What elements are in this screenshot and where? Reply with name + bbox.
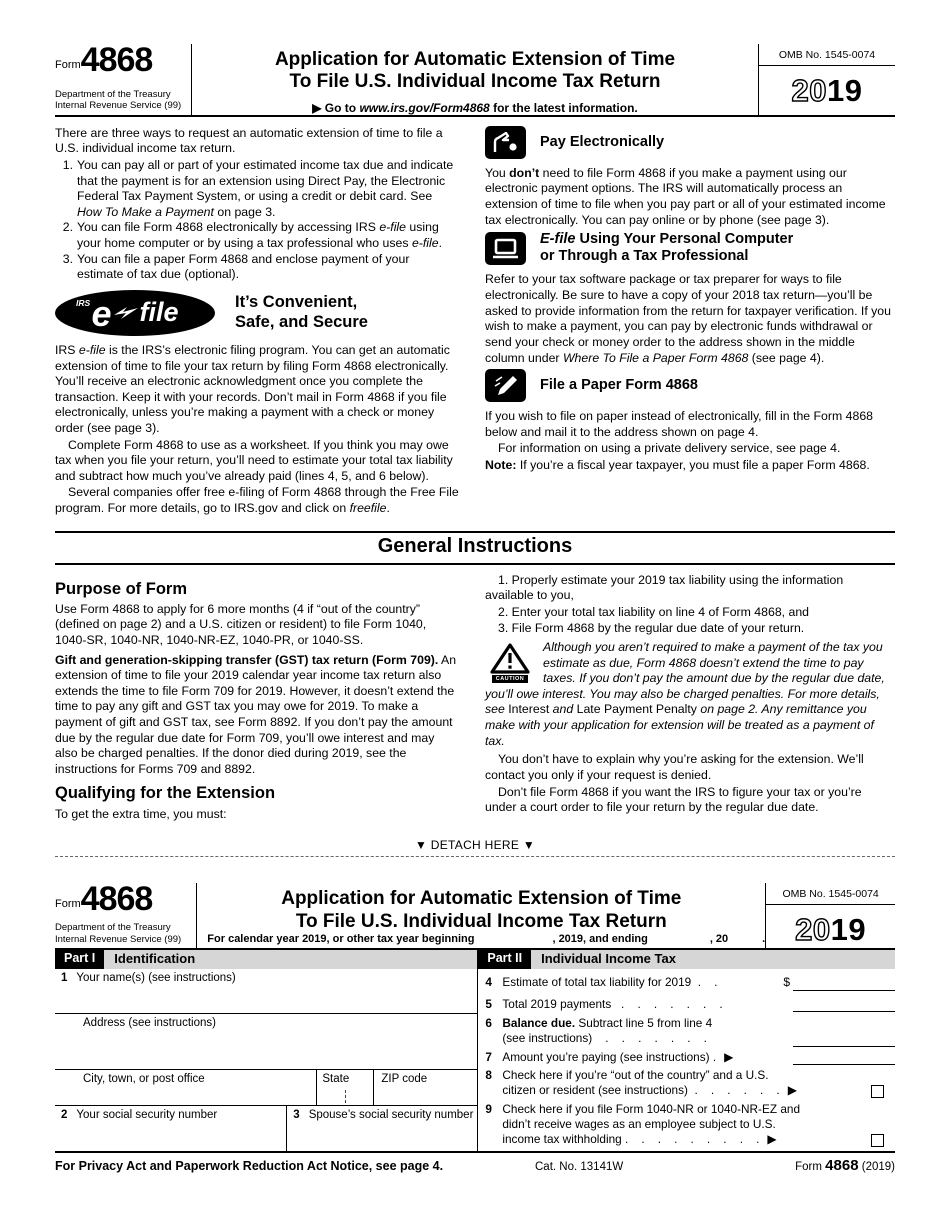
dollar-sign: $: [783, 975, 790, 990]
line-9: 9 Check here if you file Form 1040-NR or 1040-NR-EZ and didn’t receive wages as an employee subject to U.S. income tax withholding . . . . . . . . . ▶: [485, 1102, 895, 1148]
step-3: 3. File Form 4868 by the regular due date of your return.: [498, 621, 805, 636]
tax-year: 2019: [791, 73, 863, 108]
zip-field[interactable]: ZIP code: [373, 1070, 477, 1105]
purpose-heading: Purpose of Form: [55, 579, 188, 598]
line-7: 7 Amount you’re paying (see instructions) . ▶: [485, 1050, 895, 1065]
tax-year-beginning-field[interactable]: [474, 933, 552, 945]
omb-year-block: [758, 44, 895, 115]
line-5: 5 Total 2019 payments . . . . . . .: [485, 997, 895, 1012]
efile-computer-heading: E-file Using Your Personal Computer or Through a Tax Professional: [485, 231, 895, 265]
caution-triangle-icon: CAUTION: [487, 643, 533, 683]
line-9-checkbox[interactable]: [871, 1134, 884, 1147]
step-2: 2. Enter your total tax liability on line 4 of Form 4868, and: [498, 604, 810, 619]
pencil-icon: [485, 369, 526, 402]
bottom-form-number-block: Form 4868 Department of the Treasury Internal Revenue Service (99): [55, 883, 197, 948]
line-8: 8 Check here if you’re “out of the country” and a U.S. citizen or resident (see instructions) . . . . . . ▶: [485, 1068, 895, 1099]
general-instructions-heading: General Instructions: [55, 531, 895, 565]
omb-number: OMB No. 1545-0074: [766, 883, 895, 905]
name-field[interactable]: 1 Your name(s) (see instructions): [55, 969, 477, 1014]
form-4868-detachable: [55, 880, 895, 1153]
tax-year-ending-field[interactable]: [648, 933, 710, 945]
efile-slogan: It’s Convenient, Safe, and Secure: [235, 293, 368, 331]
state-field[interactable]: State: [316, 1070, 373, 1105]
top-form-header: [55, 41, 895, 117]
lightning-icon: [114, 306, 138, 320]
goto-line: ▶ Go to www.irs.gov/Form4868 for the latest information.: [312, 100, 638, 115]
spouse-ssn-field[interactable]: 3 Spouse’s social security number: [293, 1109, 474, 1122]
form-word: Form: [55, 58, 81, 71]
irs-efile-logo: IRS e file: [55, 290, 215, 336]
paper-paragraph-1: If you wish to file on paper instead of electronically, fill in the Form 4868 below and mail it to the address shown on page 4.: [485, 409, 874, 439]
catalog-number: Cat. No. 13141W: [535, 1160, 624, 1173]
efile-paragraph-1: IRS e-file is the IRS’s electronic filing program. You can get an automatic extension of time to file your tax return by filing Form 4868 electronically. You’ll receive an electronic acknowledgment once you complete the transaction. Keep it with your records. Don’t mail in Form 4868 if you file electronically, unless you’re making a payment with a check or money order (see page 3).: [55, 342, 450, 435]
right-column: [485, 126, 895, 518]
line-7-amount-field[interactable]: [793, 1050, 895, 1065]
form-title: Application for Automatic Extension of Time To File U.S. Individual Income Tax Return: [274, 49, 676, 93]
form-number-block: [55, 41, 192, 115]
bottom-form-title: Application for Automatic Extension of Time To File U.S. Individual Income Tax Return: [281, 888, 682, 932]
list-item-3: 3. You can file a paper Form 4868 and enclose payment of your estimate of tax due (optional).: [62, 251, 410, 282]
part1-bar: Part I Identification: [55, 950, 478, 969]
efile-logo-row: [55, 290, 459, 336]
after-paragraph-1: You don’t have to explain why you’re asking for the extension. We’ll contact you only if your request is denied.: [485, 752, 864, 782]
line-4: 4 Estimate of total tax liability for 2019 . . $: [485, 975, 895, 991]
bottom-form-title-block: [197, 883, 765, 948]
line-6-amount-field[interactable]: [793, 1032, 895, 1047]
after-paragraph-2: Don’t file Form 4868 if you want the IRS to figure your tax or you’re under a court order to file your return by the regular due date.: [485, 784, 862, 815]
dept-line2: Internal Revenue Service (99): [55, 100, 182, 112]
calendar-year-line: For calendar year 2019, or other tax year beginning , 2019, and ending , 20 .: [207, 933, 766, 946]
gi-right-column: [485, 573, 895, 824]
part2-individual-income-tax: [478, 969, 895, 1151]
caution-block: [485, 640, 895, 750]
list-item-2: 2. You can file Form 4868 electronically by accessing IRS e-file using your home computer or by using a tax professional who uses e-file.: [62, 220, 443, 251]
privacy-act-notice: For Privacy Act and Paperwork Reduction Act Notice, see page 4.: [55, 1158, 444, 1173]
left-column: [55, 126, 459, 518]
paper-form-heading: File a Paper Form 4868: [485, 369, 895, 402]
part1-identification: [55, 969, 478, 1151]
page-footer: [55, 1157, 895, 1174]
pay-electronically-heading: Pay Electronically: [485, 126, 895, 159]
bottom-omb-year-block: [765, 883, 895, 948]
intro-paragraph: There are three ways to request an automatic extension of time to file a U.S. individual income tax return.: [55, 125, 443, 156]
qualifying-heading: Qualifying for the Extension: [55, 784, 276, 803]
part2-bar: Part II Individual Income Tax: [478, 950, 895, 969]
omb-number: OMB No. 1545-0074: [759, 44, 895, 66]
dept-line1: Department of the Treasury: [55, 89, 171, 101]
your-ssn-field[interactable]: 2 Your social security number: [55, 1106, 287, 1151]
fiscal-year-note: Note: If you’re a fiscal year taxpayer, you must file a paper Form 4868.: [485, 457, 870, 472]
line-6: 6 Balance due. Subtract line 5 from line 4 (see instructions) . . . . . . .: [485, 1016, 895, 1047]
efile-paragraph-2: Complete Form 4868 to use as a worksheet. If you think you may owe tax when you file your return, you’ll need to estimate your total tax liability and subtract how much you’ve already paid (lines 4, 5, and 6 below).: [55, 437, 453, 483]
arrow-icon: ▶: [767, 1132, 777, 1147]
detach-here-label: ▼ DETACH HERE ▼: [414, 838, 536, 853]
purpose-paragraph: Use Form 4868 to apply for 6 more months (4 if “out of the country” (defined on page 2) and a U.S. citizen or resident) to file Form 1040, 1040-SR, 1040-NR, 1040-NR-EZ, 1040-PR, or 1040-SS.: [55, 601, 427, 647]
footer-form-number: Form 4868 (2019): [795, 1156, 895, 1174]
arrow-icon: ▶: [787, 1083, 797, 1098]
city-field[interactable]: City, town, or post office: [83, 1073, 205, 1086]
tax-year: 2019: [795, 912, 867, 948]
paper-paragraph-2: For information on using a private delivery service, see page 4.: [498, 441, 841, 456]
form-number: 4868: [80, 41, 153, 79]
line-8-checkbox[interactable]: [871, 1085, 884, 1098]
part-header-bars: [55, 950, 895, 969]
arrow-icon: ▶: [724, 1049, 734, 1064]
pay-hand-coin-icon: [485, 126, 526, 159]
step-1: 1. Properly estimate your 2019 tax liability using the information available to you,: [485, 572, 844, 603]
gst-paragraph: Gift and generation-skipping transfer (GST) tax return (Form 709). An extension of time to file your 2019 calendar year income tax return also extends the time to file Form 709 for 2019. However, it doesn’t extend the time to pay any gift and GST tax you may owe for 2019. To make a payment of gift and GST tax, see Form 8892. If you don’t pay the amount due by the regular due date for Form 709, you’ll owe interest and may also be charged penalties. If the donor died during 2019, see the instructions for Forms 709 and 8892.: [55, 652, 457, 776]
computer-icon: [485, 232, 526, 265]
gi-left-column: [55, 573, 459, 824]
tax-year-ending-year-field[interactable]: [728, 933, 762, 945]
bottom-form-header: [55, 880, 895, 950]
efile-computer-paragraph: Refer to your tax software package or tax preparer for ways to file electronically. Be sure to have a copy of your 2018 tax return—you’ll be asked to provide information from the return for taxpayer verification. If you wish to make a payment, you can pay by electronic funds withdrawal or send your check or money order to the address shown in the middle column under Where To File a Paper Form 4868 (see page 4).: [485, 272, 891, 365]
efile-paragraph-3: Several companies offer free e-filing of Form 4868 through the Free File program. For more details, go to IRS.gov and click on freefile.: [55, 485, 459, 515]
line-4-amount-field[interactable]: [793, 976, 895, 991]
list-item-1: 1. You can pay all or part of your estimated income tax due and indicate that the payment is for an extension using Direct Pay, the Electronic Federal Tax Payment System, or using a credit or debit card. See How To Make a Payment on page 3.: [62, 158, 454, 219]
detach-dashed-line: [55, 856, 895, 857]
pay-paragraph: You don’t need to file Form 4868 if you make a payment using our electronic payment options. The IRS will automatically process an extension of time to file when you pay part or all of your estimated income tax electronically. You can pay online or by phone (see page 3).: [485, 165, 886, 227]
address-field[interactable]: Address (see instructions): [55, 1014, 477, 1070]
caution-paragraph: Although you aren’t required to make a payment of the tax you estimate as due, Form 4868 doesn’t extend the time to pay taxes. If you don’t pay the amount due by the regular due date, you’ll owe interest. You may also be charged penalties. For more details, see Interest and Late Payment Penalty on page 2. Any remittance you make with your application for extension will be treated as a payment of tax.: [485, 640, 885, 748]
line-5-amount-field[interactable]: [793, 997, 895, 1012]
form-number: 4868: [80, 880, 153, 919]
form-title-block: [192, 44, 758, 115]
qualifying-paragraph: To get the extra time, you must:: [55, 806, 227, 821]
